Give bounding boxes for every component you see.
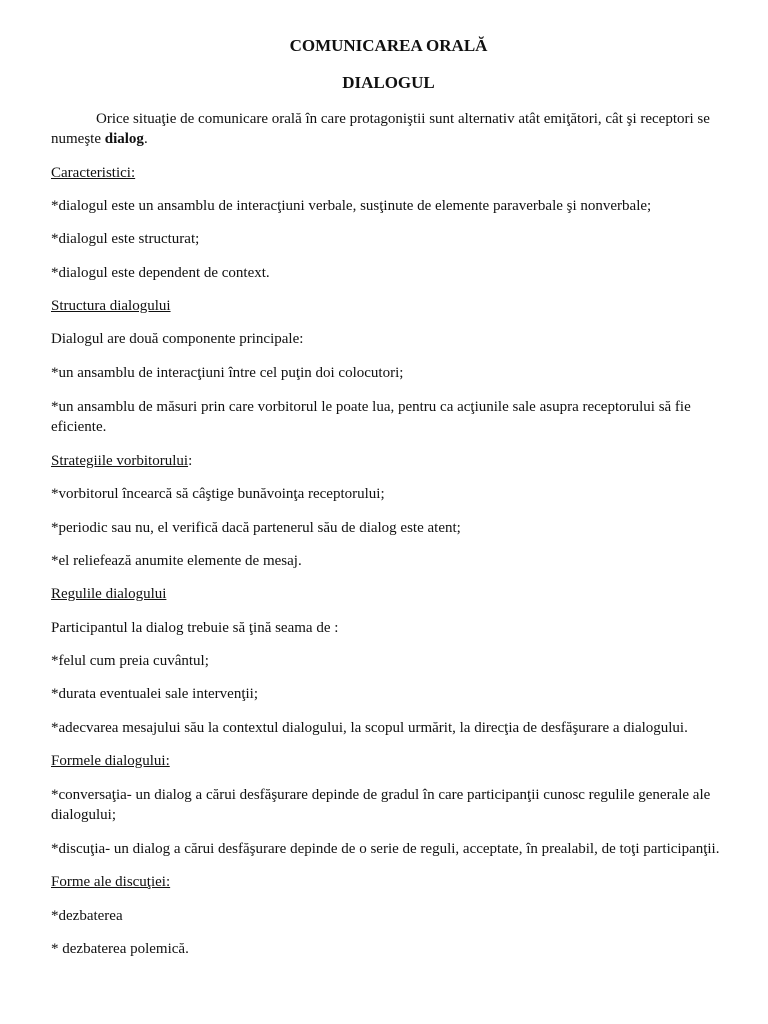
list-item: *un ansamblu de măsuri prin care vorbitorul le poate lua, pentru ca acţiunile sale asupra receptorului să fie eficiente. [51, 399, 691, 435]
section-heading-strategii: Strategiile vorbitorului: [51, 453, 193, 469]
section-heading-structura: Structura dialogului [51, 298, 171, 314]
section-heading-forme-discutiei: Forme ale discuţiei: [51, 874, 171, 890]
list-item: *dezbaterea [51, 908, 123, 924]
list-item: * dezbaterea polemică. [51, 941, 189, 957]
page-title: COMUNICAREA ORALĂ [289, 36, 488, 55]
list-item: *vorbitorul încearcă să câştige bunăvoinţa receptorului; [51, 486, 385, 502]
page-subtitle: DIALOGUL [342, 73, 435, 92]
list-item: *dialogul este structurat; [51, 231, 200, 247]
list-item: *adecvarea mesajului său la contextul dialogului, la scopul urmărit, la direcţia de desfăşurare a dialogului. [51, 720, 688, 736]
intro-text: Orice situaţie de comunicare orală în care protagoniştii sunt alternativ atât emiţători, cât şi receptori se numeşte [51, 111, 710, 147]
section-lead: Participantul la dialog trebuie să ţină seama de : [51, 620, 339, 636]
list-item: *discuţia- un dialog a cărui desfăşurare depinde de o serie de reguli, acceptate, în prealabil, de toţi participanţii. [51, 841, 720, 857]
list-item: *conversaţia- un dialog a cărui desfăşurare depinde de gradul în care participanţii cunosc regulile generale ale dialogului; [51, 787, 711, 823]
list-item: *durata eventualei sale intervenţii; [51, 686, 258, 702]
list-item: *dialogul este un ansamblu de interacţiuni verbale, susţinute de elemente paraverbale şi nonverbale; [51, 198, 652, 214]
intro-paragraph [51, 109, 726, 149]
list-item: *el reliefează anumite elemente de mesaj. [51, 553, 302, 569]
list-item: *felul cum preia cuvântul; [51, 653, 209, 669]
intro-bold-term: dialog [104, 131, 144, 147]
list-item: *dialogul este dependent de context. [51, 265, 270, 281]
section-heading-reguli: Regulile dialogului [51, 586, 167, 602]
intro-end: . [143, 131, 148, 147]
list-item: *periodic sau nu, el verifică dacă partenerul său de dialog este atent; [51, 520, 461, 536]
section-heading-caracteristici: Caracteristici: [51, 165, 136, 181]
section-lead: Dialogul are două componente principale: [51, 331, 304, 347]
list-item: *un ansamblu de interacţiuni între cel puţin doi colocutori; [51, 365, 404, 381]
section-heading-forme: Formele dialogului: [51, 753, 170, 769]
